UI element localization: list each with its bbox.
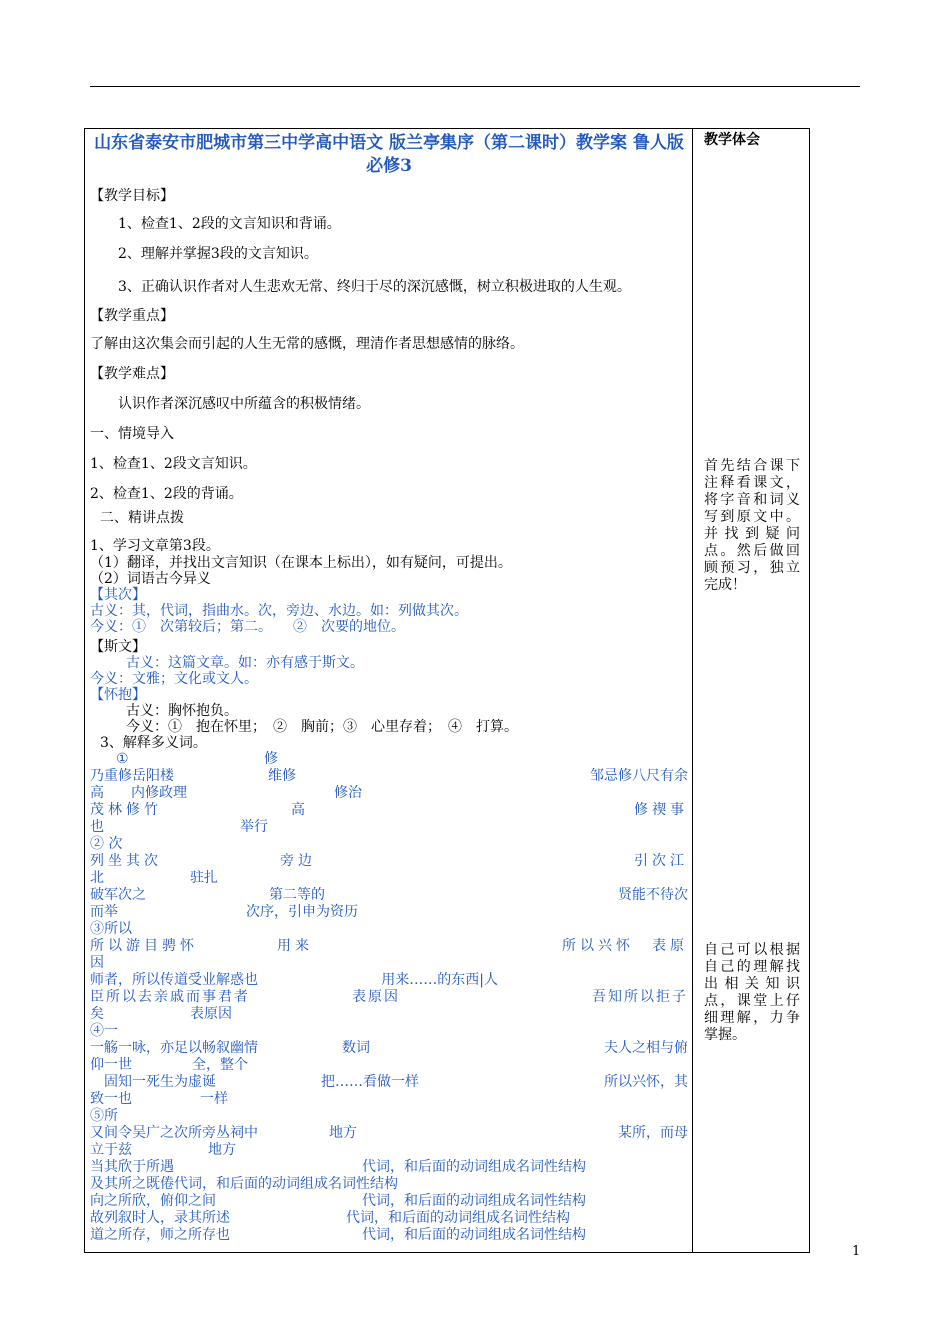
poly-row: ③所以 <box>90 921 132 937</box>
poly-row: 一觞一咏，亦足以畅叙幽情 数词 夫人之相与俯 <box>90 1040 688 1056</box>
poly-row: 乃重修岳阳楼 维修 邹忌修八尺有余 <box>90 768 688 784</box>
poly-row: 向之所欣，俯仰之间 代词，和后面的动词组成名词性结构 <box>90 1193 586 1209</box>
section-1b: 2、检查1、2段的背诵。 <box>90 486 243 502</box>
poly-row: 所以游目骋怀 用来 所以兴怀 表原 <box>90 938 688 954</box>
header-rule <box>90 86 860 87</box>
word-siwen-new: 今义：文雅；文化或文人。 <box>90 671 258 687</box>
word-siwen-old: 古义：这篇文章。如：亦有感于斯文。 <box>126 655 364 671</box>
poly-row: 仰一世 全，整个 <box>90 1057 248 1073</box>
poly-row: ① 修 <box>116 751 278 767</box>
key-heading: 【教学重点】 <box>90 308 174 324</box>
poly-row: 师者，所以传道受业解惑也 用来……的东西|人 <box>90 972 498 988</box>
poly-row: 破军次之 第二等的 贤能不待次 <box>90 887 688 903</box>
poly-row: 立于兹 地方 <box>90 1142 236 1158</box>
poly-row: ⑤所 <box>90 1108 118 1124</box>
poly-row: ② 次 <box>90 836 123 852</box>
poly-row: 北 驻扎 <box>90 870 218 886</box>
section-1-heading: 一、情境导入 <box>90 426 174 442</box>
word-qici-new: 今义：① 次第较后；第二。 ② 次要的地位。 <box>90 619 405 635</box>
poly-row: 道之所存，师之所存也 代词，和后面的动词组成名词性结构 <box>90 1227 586 1243</box>
poly-row: 臣所以去亲戚而事君者 表原因 吾知所以拒子 <box>90 989 688 1005</box>
poly-row: 固知一死生为虚诞 把……看做一样 所以兴怀，其 <box>104 1074 688 1090</box>
poly-row: 矣 表原因 <box>90 1006 232 1022</box>
difficulty-text: 认识作者深沉感叹中所蕴含的积极情绪。 <box>118 396 370 412</box>
section-2b: （1）翻译，并找出文言知识（在课本上标出），如有疑问，可提出。 <box>90 555 512 571</box>
goals-heading: 【教学目标】 <box>90 188 174 204</box>
main-column <box>90 130 688 1244</box>
poly-row: 又间令吴广之次所旁丛祠中 地方 某所，而母 <box>90 1125 688 1141</box>
section-2-heading: 二、精讲点拨 <box>100 510 184 526</box>
difficulty-heading: 【教学难点】 <box>90 366 174 382</box>
goal-2: 2、理解并掌握3段的文言知识。 <box>118 246 318 262</box>
polysemy-heading: 3、解释多义词。 <box>100 735 207 751</box>
poly-row: 故列叙时人，录其所述 代词，和后面的动词组成名词性结构 <box>90 1210 570 1226</box>
section-2a: 1、学习文章第3段。 <box>90 538 220 554</box>
page-number: 1 <box>852 1244 861 1259</box>
word-huaibao-heading: 【怀抱】 <box>90 687 146 703</box>
document-title: 山东省泰安市肥城市第三中学高中语文 版兰亭集序（第二课时）教学案 鲁人版必修3 <box>94 133 684 176</box>
poly-row: 列坐其次 旁边 引次江 <box>90 853 688 869</box>
poly-row: 茂林修竹 高 修禊事 <box>90 802 688 818</box>
poly-row: 因 <box>90 955 104 971</box>
word-huaibao-new: 今义：① 抱在怀里； ② 胸前；③ 心里存着； ④ 打算。 <box>126 719 518 735</box>
poly-row: 致一也 一样 <box>90 1091 228 1107</box>
poly-row: ④一 <box>90 1023 118 1039</box>
section-2c: （2）词语古今异义 <box>90 571 211 587</box>
poly-row: 也 举行 <box>90 819 268 835</box>
poly-row: 当其欣于所遇 代词，和后面的动词组成名词性结构 <box>90 1159 586 1175</box>
notes-heading: 教学体会 <box>704 132 760 148</box>
word-huaibao-old: 古义：胸怀抱负。 <box>126 703 238 719</box>
word-qici-old: 古义：其，代词，指曲水。次，旁边、水边。如：列做其次。 <box>90 603 468 619</box>
notes-column <box>704 130 802 1043</box>
goal-3: 3、正确认识作者对人生悲欢无常、终归于尽的深沉感慨，树立积极进取的人生观。 <box>118 279 631 295</box>
key-text: 了解由这次集会而引起的人生无常的感慨，理清作者思想感情的脉络。 <box>90 336 524 352</box>
poly-row: 高 内修政理 修治 <box>90 785 362 801</box>
note-practice: 自己可以根据自己的理解找出相关知识点，课堂上仔细理解，力争掌握。 <box>704 942 800 1043</box>
poly-row: 及其所之既倦代词，和后面的动词组成名词性结构 <box>90 1176 398 1192</box>
word-siwen-heading: 【斯文】 <box>90 639 146 655</box>
note-preview: 首先结合课下注释看课文，将字音和词义写到原文中。并找到疑问点。然后做回顾预习，独立完成！ <box>704 458 800 593</box>
section-1a: 1、检查1、2段文言知识。 <box>90 456 257 472</box>
word-qici-heading: 【其次】 <box>90 587 146 603</box>
goal-1: 1、检查1、2段的文言知识和背诵。 <box>118 216 341 232</box>
column-divider <box>692 128 693 1253</box>
poly-row: 而举 次序，引申为资历 <box>90 904 358 920</box>
